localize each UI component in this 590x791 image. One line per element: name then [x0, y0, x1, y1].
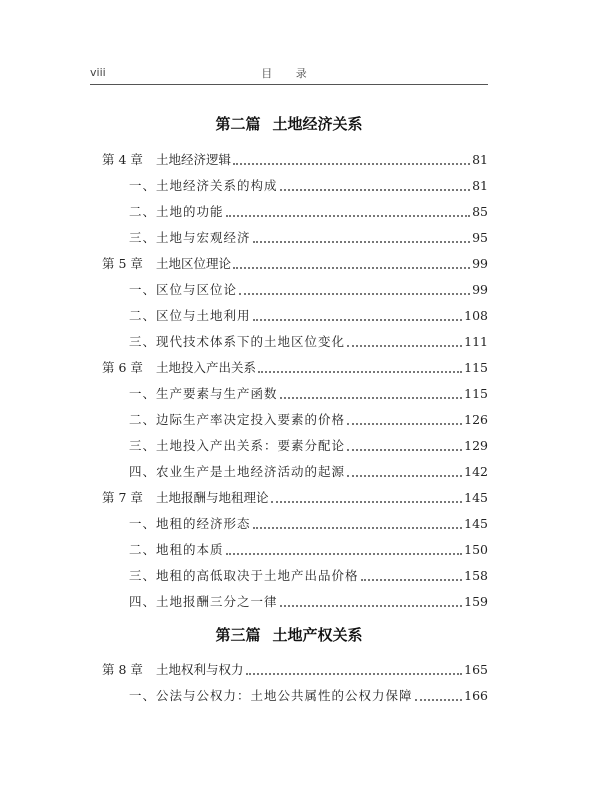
- entry-title: 四、农业生产是土地经济活动的起源: [129, 464, 346, 479]
- page-ref: 111: [464, 334, 488, 349]
- dot-leader: [253, 307, 463, 321]
- page-ref: 85: [472, 204, 488, 219]
- entry-title: 二、土地的功能: [129, 204, 224, 219]
- chapter-number: 第 5 章: [102, 256, 143, 271]
- page-ref: 99: [472, 256, 488, 271]
- entry-title: 三、土地与宏观经济: [129, 230, 251, 245]
- dot-leader: [415, 687, 463, 701]
- page-ref: 145: [464, 516, 488, 531]
- chapter-number: 第 4 章: [102, 152, 143, 167]
- dot-leader: [347, 333, 462, 347]
- page-ref: 81: [472, 178, 488, 193]
- toc-section-entry[interactable]: [129, 510, 488, 532]
- page-ref: 142: [464, 464, 488, 479]
- dot-leader: [239, 281, 470, 295]
- toc-section-entry[interactable]: [129, 406, 488, 428]
- dot-leader: [258, 359, 462, 373]
- page-ref: 159: [464, 594, 488, 609]
- dot-leader: [226, 203, 471, 217]
- chapter-number: 第 8 章: [102, 662, 143, 677]
- toc-section-entry[interactable]: [129, 432, 488, 454]
- dot-leader: [253, 229, 471, 243]
- entry-title: 土地经济逻辑: [156, 152, 232, 167]
- part-heading: [90, 113, 488, 134]
- entry-title: 二、地租的本质: [129, 542, 224, 557]
- entry-title: 土地投入产出关系: [156, 360, 257, 375]
- entry-title: 土地区位理论: [156, 256, 232, 271]
- chapter-number: 第 7 章: [102, 490, 143, 505]
- part-title: 土地经济关系: [272, 115, 363, 133]
- page-ref: 115: [464, 386, 488, 401]
- toc-chapter-entry[interactable]: [102, 484, 488, 506]
- entry-title: 一、公法与公权力：土地公共属性的公权力保障: [129, 688, 413, 703]
- dot-leader: [233, 255, 470, 269]
- chapter-number: 第 6 章: [102, 360, 143, 375]
- entry-title: 土地报酬与地租理论: [156, 490, 269, 505]
- page-ref: 108: [464, 308, 488, 323]
- page-ref: 126: [464, 412, 488, 427]
- page-ref: 145: [464, 490, 488, 505]
- toc-chapter-entry[interactable]: [102, 354, 488, 376]
- dot-leader: [226, 541, 463, 555]
- entry-title: 四、土地报酬三分之一律: [129, 594, 278, 609]
- part-title: 土地产权关系: [272, 626, 363, 644]
- entry-title: 二、边际生产率决定投入要素的价格: [129, 412, 346, 427]
- toc-section-entry[interactable]: [129, 588, 488, 610]
- toc-section-entry[interactable]: [129, 562, 488, 584]
- toc-section-entry[interactable]: [129, 380, 488, 402]
- toc-section-entry[interactable]: [129, 224, 488, 246]
- page-ref: 99: [472, 282, 488, 297]
- dot-leader: [361, 567, 463, 581]
- toc-section-entry[interactable]: [129, 328, 488, 350]
- entry-title: 一、区位与区位论: [129, 282, 238, 297]
- dot-leader: [280, 385, 463, 399]
- toc-section-entry[interactable]: [129, 302, 488, 324]
- entry-title: 土地权利与权力: [156, 662, 244, 677]
- dot-leader: [280, 177, 471, 191]
- dot-leader: [246, 661, 463, 675]
- entry-title: 三、现代技术体系下的土地区位变化: [129, 334, 346, 349]
- page-ref: 166: [464, 688, 488, 703]
- part-number: 第二篇: [215, 115, 261, 133]
- toc-section-entry[interactable]: [129, 536, 488, 558]
- page-ref: 158: [464, 568, 488, 583]
- dot-leader: [347, 411, 462, 425]
- entry-title: 一、地租的经济形态: [129, 516, 251, 531]
- page-ref: 129: [464, 438, 488, 453]
- entry-title: 二、区位与土地利用: [129, 308, 251, 323]
- dot-leader: [347, 463, 462, 477]
- toc-chapter-entry[interactable]: [102, 250, 488, 272]
- page-number: viii: [90, 66, 106, 79]
- dot-leader: [253, 515, 463, 529]
- dot-leader: [280, 593, 463, 607]
- dot-leader: [347, 437, 462, 451]
- page-ref: 115: [464, 360, 488, 375]
- page-header: [90, 64, 488, 85]
- page-ref: 165: [464, 662, 488, 677]
- part-heading: [90, 624, 488, 645]
- toc-chapter-entry[interactable]: [102, 656, 488, 678]
- dot-leader: [233, 151, 470, 165]
- toc-section-entry[interactable]: [129, 682, 488, 704]
- page-ref: 95: [472, 230, 488, 245]
- page-ref: 150: [464, 542, 488, 557]
- entry-title: 三、地租的高低取决于土地产出品价格: [129, 568, 359, 583]
- toc-section-entry[interactable]: [129, 276, 488, 298]
- entry-title: 一、生产要素与生产函数: [129, 386, 278, 401]
- page-ref: 81: [472, 152, 488, 167]
- header-title: 目 录: [261, 67, 317, 80]
- toc-chapter-entry[interactable]: [102, 146, 488, 168]
- entry-title: 一、土地经济关系的构成: [129, 178, 278, 193]
- toc-section-entry[interactable]: [129, 172, 488, 194]
- part-number: 第三篇: [215, 626, 261, 644]
- toc-section-entry[interactable]: [129, 458, 488, 480]
- entry-title: 三、土地投入产出关系：要素分配论: [129, 438, 346, 453]
- dot-leader: [271, 489, 463, 503]
- toc-section-entry[interactable]: [129, 198, 488, 220]
